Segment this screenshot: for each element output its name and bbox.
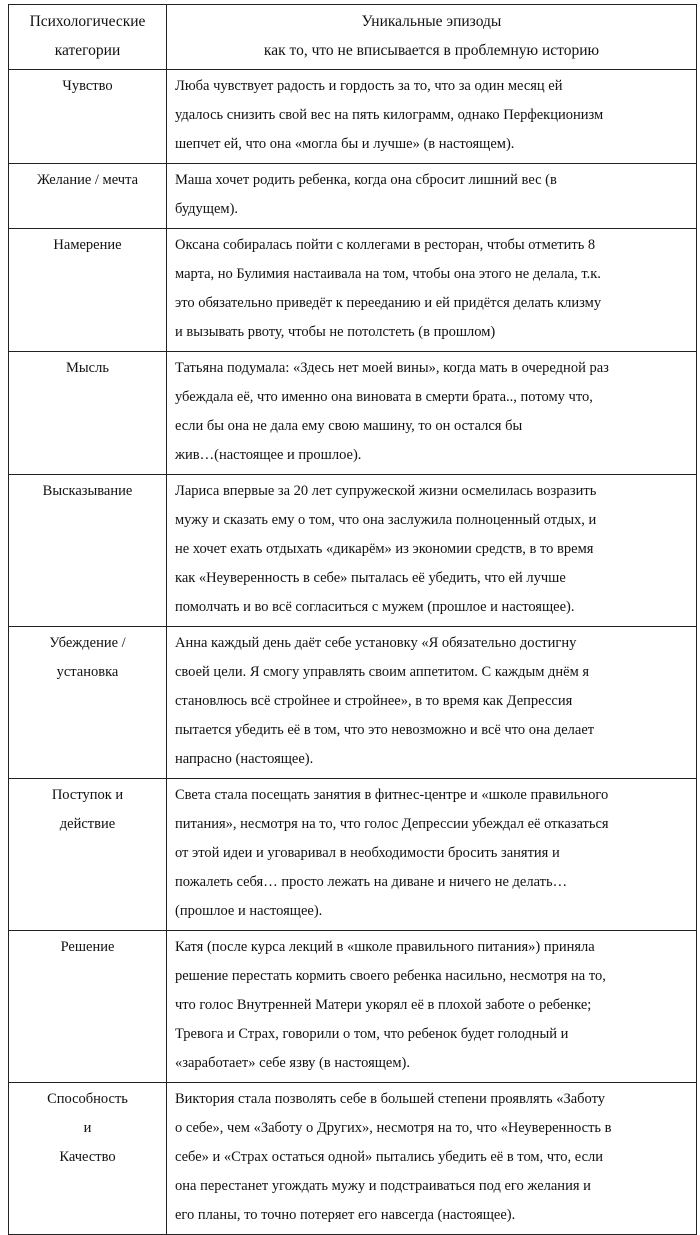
table-row — [9, 70, 697, 164]
category-label: Поступок и — [51, 787, 124, 803]
episode-text-line: жив…(настоящее и прошлое). — [175, 447, 362, 463]
episode-text-line: будущем). — [175, 201, 239, 217]
episode-text-line: Катя (после курса лекций в «школе правильного питания») приняла — [175, 939, 595, 955]
category-label: Желание / мечта — [36, 172, 139, 188]
category-cell — [9, 352, 167, 475]
table-row — [9, 164, 697, 229]
episode-text-line: «заработает» себе язву (в настоящем). — [175, 1055, 411, 1071]
episode-cell — [167, 779, 697, 931]
episode-cell — [167, 352, 697, 475]
category-cell — [9, 1083, 167, 1235]
category-label: Способность — [47, 1091, 128, 1107]
episode-text-line: о себе», чем «Заботу о Других», несмотря на то, что «Неуверенность в — [175, 1120, 612, 1136]
table-row — [9, 931, 697, 1083]
episode-text-line: его планы, то точно потеряет его навсегда (настоящее). — [175, 1207, 516, 1223]
header-episodes-line: Уникальные эпизоды — [361, 13, 502, 30]
episode-text-line: пытается убедить её в том, что это невозможно и всё что она делает — [175, 722, 595, 738]
category-label: Намерение — [53, 237, 122, 253]
table-row — [9, 627, 697, 779]
category-cell — [9, 229, 167, 352]
unique-episodes-table — [8, 4, 697, 1235]
episode-cell — [167, 475, 697, 627]
episode-cell — [167, 931, 697, 1083]
episode-text-line: от этой идеи и уговаривал в необходимости бросить занятия и — [175, 845, 560, 861]
episode-cell — [167, 1083, 697, 1235]
table-row — [9, 779, 697, 931]
header-row — [9, 5, 697, 70]
table-row — [9, 352, 697, 475]
episode-cell — [167, 627, 697, 779]
category-cell — [9, 779, 167, 931]
episode-text-line: удалось снизить свой вес на пять килограмм, однако Перфекционизм — [175, 107, 604, 123]
episode-text-line: не хочет ехать отдыхать «дикарём» из экономии средств, в то время — [175, 541, 594, 557]
episode-text-line: марта, но Булимия настаивала на том, чтобы она этого не делала, т.к. — [175, 266, 601, 282]
episode-text-line: своей цели. Я смогу управлять своим аппетитом. С каждым днём я — [175, 664, 590, 680]
episode-text-line: Люба чувствует радость и гордость за то, что за один месяц ей — [175, 78, 563, 94]
episode-text-line: пожалеть себя… просто лежать на диване и ничего не делать… — [175, 874, 568, 890]
episode-text-line: решение перестать кормить своего ребенка насильно, несмотря на то, — [175, 968, 606, 984]
header-categories-line: категории — [54, 42, 121, 59]
episode-text-line: Лариса впервые за 20 лет супружеской жизни осмелилась возразить — [175, 483, 597, 499]
episode-cell — [167, 164, 697, 229]
episode-text-line: Оксана собиралась пойти с коллегами в ресторан, чтобы отметить 8 — [175, 237, 596, 253]
table-row — [9, 1083, 697, 1235]
episode-text-line: становлюсь всё стройнее и стройнее», в то время как Депрессия — [175, 693, 573, 709]
header-episodes — [167, 5, 697, 70]
category-cell — [9, 627, 167, 779]
episode-cell — [167, 229, 697, 352]
episode-text-line: что голос Внутренней Матери укорял её в плохой заботе о ребенке; — [175, 997, 592, 1013]
episode-text-line: напрасно (настоящее). — [175, 751, 314, 767]
episode-text-line: себе» и «Страх остаться одной» пытались убедить её в том, что, если — [175, 1149, 604, 1165]
episode-text-line: убеждала её, что именно она виновата в смерти брата.., потому что, — [175, 389, 593, 405]
episode-text-line: (прошлое и настоящее). — [175, 903, 323, 919]
category-cell — [9, 164, 167, 229]
episode-text-line: Тревога и Страх, говорили о том, что ребенок будет голодный и — [175, 1026, 569, 1042]
episode-text-line: если бы она не дала ему свою машину, то он остался бы — [175, 418, 523, 434]
category-label: установка — [56, 664, 119, 680]
episode-text-line: Маша хочет родить ребенка, когда она сбросит лишний вес (в — [175, 172, 557, 188]
episode-text-line: Татьяна подумала: «Здесь нет моей вины», когда мать в очередной раз — [175, 360, 609, 376]
header-categories — [9, 5, 167, 70]
episode-text-line: как «Неуверенность в себе» пыталась её убедить, что ей лучше — [175, 570, 566, 586]
category-label: Качество — [59, 1149, 116, 1165]
category-cell — [9, 70, 167, 164]
episode-cell — [167, 70, 697, 164]
category-label: Решение — [60, 939, 115, 955]
episode-text-line: Виктория стала позволять себе в большей степени проявлять «Заботу — [175, 1091, 605, 1107]
category-label: Чувство — [62, 78, 113, 94]
episode-text-line: мужу и сказать ему о том, что она заслужила полноценный отдых, и — [175, 512, 597, 528]
table-row — [9, 475, 697, 627]
episode-text-line: Света стала посещать занятия в фитнес-центре и «школе правильного — [175, 787, 609, 803]
category-label: Убеждение / — [49, 635, 126, 651]
episode-text-line: это обязательно приведёт к перееданию и ей придётся делать клизму — [175, 295, 602, 311]
category-label: Мысль — [66, 360, 109, 376]
episode-text-line: помолчать и во всё согласиться с мужем (прошлое и настоящее). — [175, 599, 575, 615]
header-episodes-line: как то, что не вписывается в проблемную историю — [263, 42, 600, 59]
episode-text-line: питания», несмотря на то, что голос Депрессии убеждал её отказаться — [175, 816, 609, 832]
category-label: Высказывание — [42, 483, 133, 499]
category-label: действие — [59, 816, 116, 832]
category-label: и — [83, 1120, 92, 1136]
table-row — [9, 229, 697, 352]
category-cell — [9, 931, 167, 1083]
category-cell — [9, 475, 167, 627]
header-categories-line: Психологические — [29, 13, 146, 30]
episode-text-line: Анна каждый день даёт себе установку «Я обязательно достигну — [175, 635, 577, 651]
episode-text-line: она перестанет угождать мужу и подстраиваться под его желания и — [175, 1178, 591, 1194]
episode-text-line: шепчет ей, что она «могла бы и лучше» (в настоящем). — [175, 136, 515, 152]
episode-text-line: и вызывать рвоту, чтобы не потолстеть (в прошлом) — [175, 324, 496, 340]
